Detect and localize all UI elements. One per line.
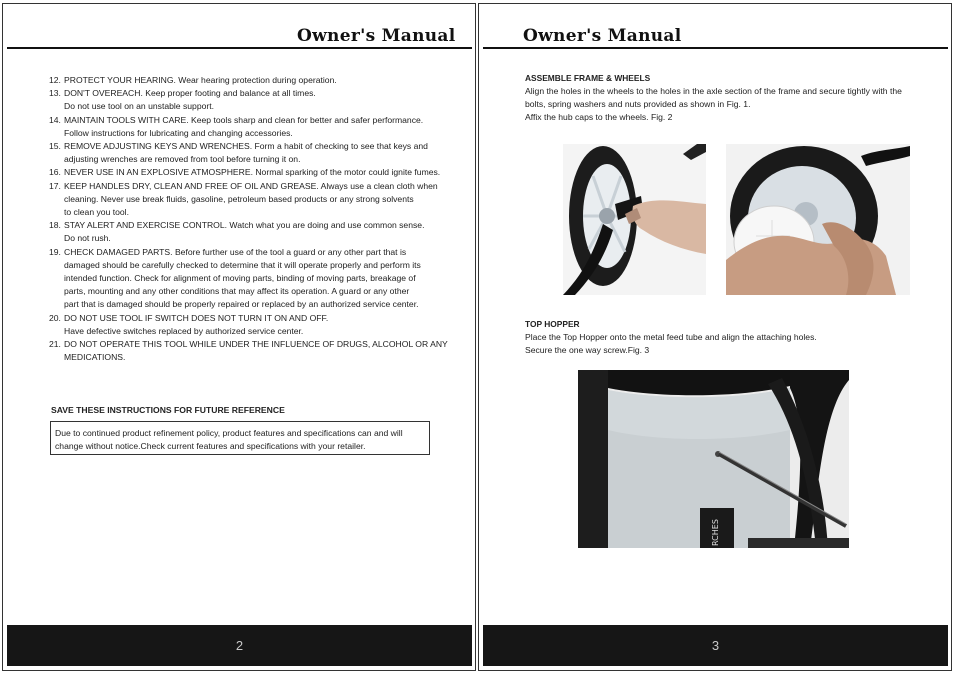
top-hopper-heading: TOP HOPPER (525, 319, 580, 329)
page-number: 3 (711, 638, 720, 653)
safety-list-item (49, 140, 439, 166)
right-page (478, 3, 952, 671)
photo-label-text: RCHES (711, 519, 720, 546)
item-line: CHECK DAMAGED PARTS. Before further use of the tool a guard or any other part that is (64, 246, 407, 257)
item-line: part that is damaged should be properly repaired or replaced by an authorized service center. (64, 299, 419, 310)
safety-list-item (49, 219, 439, 245)
header-rule (7, 47, 472, 49)
item-number: 13. (49, 88, 61, 99)
safety-list (49, 74, 448, 364)
item-number: 20. (49, 312, 61, 323)
item-line: damaged should be carefully checked to determine that it will operate properly and perform its (64, 259, 421, 270)
item-number: 19. (49, 246, 61, 257)
page-number: 2 (235, 638, 244, 653)
assemble-line: Affix the hub caps to the wheels. Fig. 2 (525, 112, 673, 123)
footer-bar (7, 625, 472, 666)
item-line: DO NOT OPERATE THIS TOOL WHILE UNDER THE INFLUENCE OF DRUGS, ALCOHOL OR ANY (64, 339, 448, 350)
item-line: adjusting wrenches are removed from tool before turning it on. (64, 154, 301, 165)
item-line: STAY ALERT AND EXERCISE CONTROL. Watch what you are doing and use common sense. (64, 220, 425, 231)
item-line: DON'T OVEREACH. Keep proper footing and balance at all times. (64, 88, 316, 99)
assemble-heading: ASSEMBLE FRAME & WHEELS (525, 73, 651, 83)
header-rule (483, 47, 948, 49)
item-line: MAINTAIN TOOLS WITH CARE. Keep tools sharp and clean for better and safer performance. (64, 114, 424, 125)
safety-list-item (49, 166, 439, 179)
item-number: 12. (49, 75, 61, 85)
left-page (2, 3, 476, 671)
item-line: Do not rush. (64, 233, 111, 244)
safety-list-item (49, 338, 448, 364)
item-line: cleaning. Never use break fluids, gasoline, petroleum based products or any strong solvents (64, 193, 414, 204)
notice-box (50, 421, 430, 455)
item-number: 21. (49, 339, 61, 350)
item-line: Do not use tool on an unstable support. (64, 101, 215, 112)
item-line: DO NOT USE TOOL IF SWITCH DOES NOT TURN IT ON AND OFF. (64, 312, 329, 323)
item-line: KEEP HANDLES DRY, CLEAN AND FREE OF OIL AND GREASE. Always use a clean cloth when (64, 180, 438, 191)
safety-list-item (49, 74, 439, 87)
assemble-line: bolts, spring washers and nuts provided as shown in Fig. 1. (525, 99, 751, 110)
top-hopper-photo (578, 370, 849, 548)
safety-list-item (49, 87, 439, 113)
hopper-line: Place the Top Hopper onto the metal feed tube and align the attaching holes. (525, 332, 817, 342)
item-line: to clean you tool. (64, 207, 129, 218)
wheel-bolt-photo (563, 144, 706, 295)
item-number: 17. (49, 180, 61, 191)
item-number: 18. (49, 220, 61, 231)
safety-list-item (49, 312, 439, 338)
footer-bar (483, 625, 948, 666)
item-number: 16. (49, 167, 61, 178)
item-number: 14. (49, 114, 61, 125)
safety-list-item (49, 180, 439, 220)
item-line: NEVER USE IN AN EXPLOSIVE ATMOSPHERE. Normal sparking of the motor could ignite fumes. (64, 167, 441, 178)
save-instructions-heading: SAVE THESE INSTRUCTIONS FOR FUTURE REFERENCE (51, 405, 285, 415)
notice-line: Due to continued product refinement policy, product features and specifications can and will (55, 428, 403, 438)
item-line: intended function. Check for alignment of moving parts, binding of moving parts, breakage of (64, 273, 416, 284)
hub-cap-photo (726, 144, 910, 295)
item-line: parts, mounting and any other conditions that may affect its operation. A guard or any other (64, 286, 410, 297)
hopper-line: Secure the one way screw.Fig. 3 (525, 345, 650, 356)
assemble-line: Align the holes in the wheels to the holes in the axle section of the frame and secure tightly with the (525, 86, 902, 96)
safety-list-item (49, 246, 439, 312)
top-hopper-text (525, 331, 817, 357)
item-line: PROTECT YOUR HEARING. Wear hearing protection during operation. (64, 75, 337, 85)
item-line: Have defective switches replaced by authorized service center. (64, 325, 304, 336)
page-header-title: Owner's Manual (297, 26, 456, 46)
notice-line: change without notice.Check current features and specifications with your retailer. (55, 441, 366, 451)
item-line: Follow instructions for lubricating and changing accessories. (64, 127, 293, 138)
safety-list-item (49, 114, 439, 140)
page-header-title: Owner's Manual (523, 26, 682, 46)
item-line: MEDICATIONS. (64, 352, 126, 363)
item-number: 15. (49, 141, 61, 152)
assemble-text (525, 85, 902, 125)
item-line: REMOVE ADJUSTING KEYS AND WRENCHES. Form a habit of checking to see that keys and (64, 141, 428, 152)
